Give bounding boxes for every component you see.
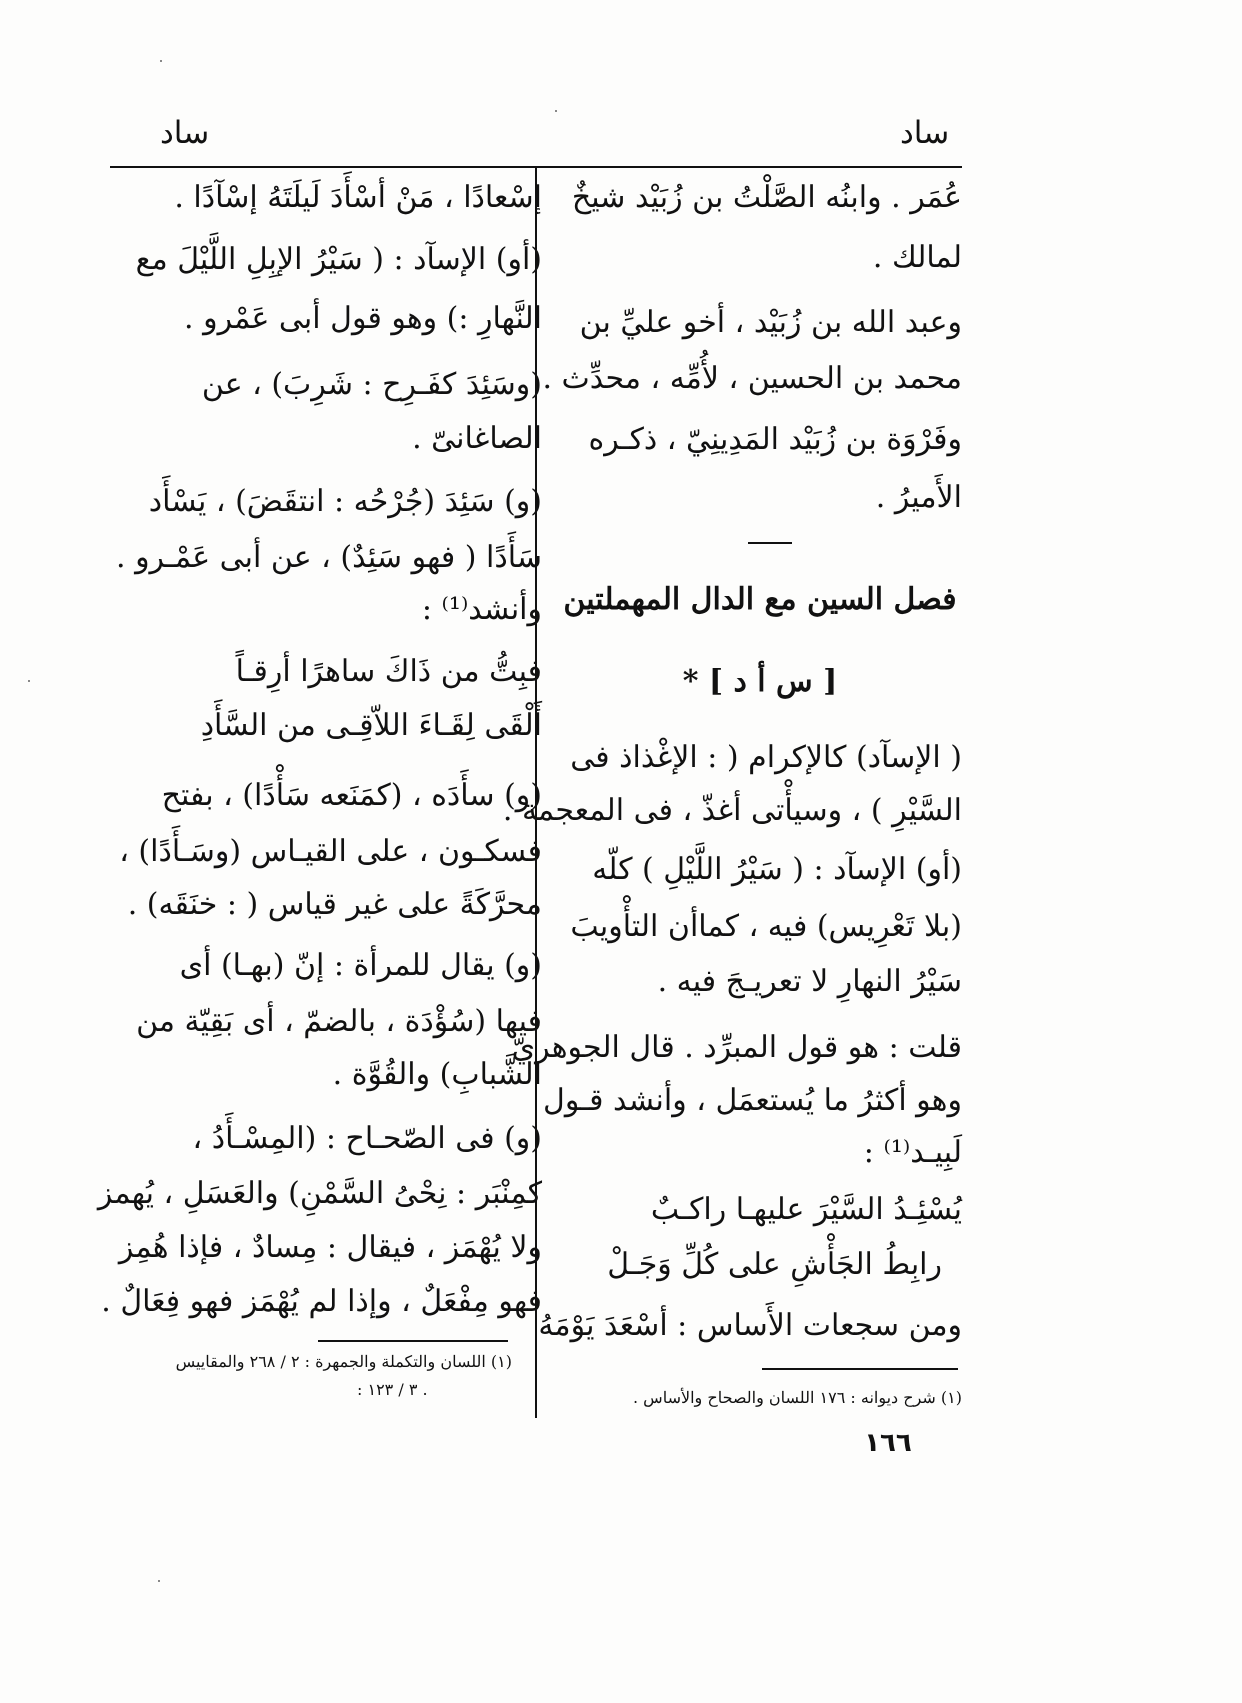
right-column-line: السَّيْرِ ) ، وسيأْتى أغذّ ، فى المعجمة .: [502, 793, 962, 828]
left-column-line: (أو) الإسآد : ( سَيْرُ الإبِلِ اللَّيْلَ مع: [135, 242, 542, 277]
left-column-line: (و) سَئِدَ (جُرْحُه : انتقَضَ) ، يَسْأَد: [148, 484, 542, 519]
left-column-line: (وسَئِدَ كفَـرِح : شَرِبَ) ، عن: [201, 367, 542, 402]
scan-speck: [555, 110, 557, 112]
left-column-line: فسكـون ، على القيـاس (وسَـأَدًا) ،: [119, 834, 542, 869]
right-column-line: (أو) الإسآد : ( سَيْرُ اللَّيْلِ ) كلّه: [592, 852, 962, 887]
scan-speck: [160, 60, 162, 62]
left-footnote: (١) اللسان والتكملة والجمهرة : ٢ / ٢٦٨ والمقاييس: [175, 1352, 512, 1371]
left-column-line: محرَّكَةً على غير قياس ( : خنَقَه) .: [127, 887, 542, 922]
left-column-line: وأنشد⁽¹⁾ :: [421, 592, 542, 627]
right-column-line: قلت : هو قول المبرِّد . قال الجوهريّ: [511, 1030, 962, 1065]
scan-speck: [28, 680, 30, 682]
right-footnote: (١) شرح ديوانه : ١٧٦ اللسان والصحاح والأساس .: [633, 1388, 962, 1407]
poem-verse: أَلْقَى لِقَـاءَ اللاّقِـى من السَّأَدِ: [200, 708, 542, 743]
right-column-line: الأَميرُ .: [875, 480, 962, 515]
left-column-line: فهو مِفْعَلٌ ، وإذا لم يُهْمَز فهو فِعَالٌ .: [101, 1284, 542, 1319]
left-column-line: سَأَدًا ( فهو سَئِدٌ) ، عن أبى عَمْـرو .: [116, 540, 542, 575]
right-column-line: لمالك .: [872, 240, 962, 275]
left-column-line: (و) سأَدَه ، (كمَنَعه سَأْدًا) ، بفتح: [161, 778, 542, 813]
poem-verse: فبِتُّ من ذَاكَ ساهرًا أرِقـاً: [235, 654, 542, 689]
left-column-line: الشَّبابِ) والقُوَّة .: [332, 1057, 542, 1092]
right-column-line: ومن سجعات الأَساس : أسْعَدَ يَوْمَهُ: [538, 1308, 962, 1343]
left-footnote-rule: [318, 1340, 508, 1342]
right-column-line: محمد بن الحسين ، لأُمِّه ، محدِّث .: [542, 361, 962, 396]
right-column-line: (بلا تَعْرِيس) فيه ، كماأن التأْويبَ: [570, 909, 962, 944]
right-column-line: وفَرْوَة بن زُبَيْد المَدِينِيّ ، ذكـره: [588, 422, 962, 457]
left-column-line: (و) يقال للمرأة : إنّ (بهـا) أى: [179, 948, 542, 983]
root-heading: [ س أ د ] *: [682, 664, 838, 699]
right-column-line: عُمَر . وابنُه الصَّلْتُ بن زُبَيْد شيخٌ: [571, 180, 962, 215]
poem-verse: يُسْئِـدُ السَّيْرَ عليهـا راكـبٌ: [650, 1192, 962, 1227]
right-column-line: سَيْرُ النهارِ لا تعريـجَ فيه .: [657, 964, 962, 999]
left-footnote-continued: : ٣ / ١٢٣ .: [357, 1380, 428, 1399]
left-column-line: إسْعادًا ، مَنْ أسْأَدَ لَيلَتَهُ إسْآدًا .: [174, 180, 542, 215]
left-column-line: فيها (سُؤْدَة ، بالضمّ ، أى بَقِيّة من: [136, 1004, 542, 1039]
right-column-line: لَبِيـد⁽¹⁾ :: [863, 1135, 962, 1170]
right-footnote-rule: [762, 1368, 958, 1370]
left-column-line: النَّهارِ :) وهو قول أبى عَمْرو .: [184, 301, 542, 336]
left-column-line: الصاغانىّ .: [412, 421, 542, 456]
right-column-line: ( الإسآد) كالإكرام ( : الإغْذاذ فى: [570, 740, 962, 775]
right-column-line: وعبد الله بن زُبَيْد ، أخو عليِّ بن: [579, 305, 962, 340]
right-column-line: وهو أكثرُ ما يُستعمَل ، وأنشد قـول: [543, 1083, 962, 1118]
page-number: ١٦٦: [864, 1428, 912, 1458]
section-title: فصل السين مع الدال المهملتين: [563, 582, 957, 617]
left-column-line: ولا يُهْمَز ، فيقال : مِسادٌ ، فإذا هُمِز: [118, 1230, 542, 1265]
header-left-word: ساد: [160, 115, 210, 151]
poem-verse: رابِطُ الجَأْشِ على كُلِّ وَجَـلْ: [607, 1247, 942, 1282]
header-right-word: ساد: [900, 115, 950, 151]
left-column-line: (و) فى الصّحـاح : (المِسْـأَدُ ،: [192, 1121, 542, 1156]
section-separator: [748, 542, 792, 544]
left-column-line: كمِنْبَر : نِحْىُ السَّمْنِ) والعَسَلِ ، يُهمز: [97, 1176, 542, 1211]
scan-speck: [158, 1580, 160, 1582]
